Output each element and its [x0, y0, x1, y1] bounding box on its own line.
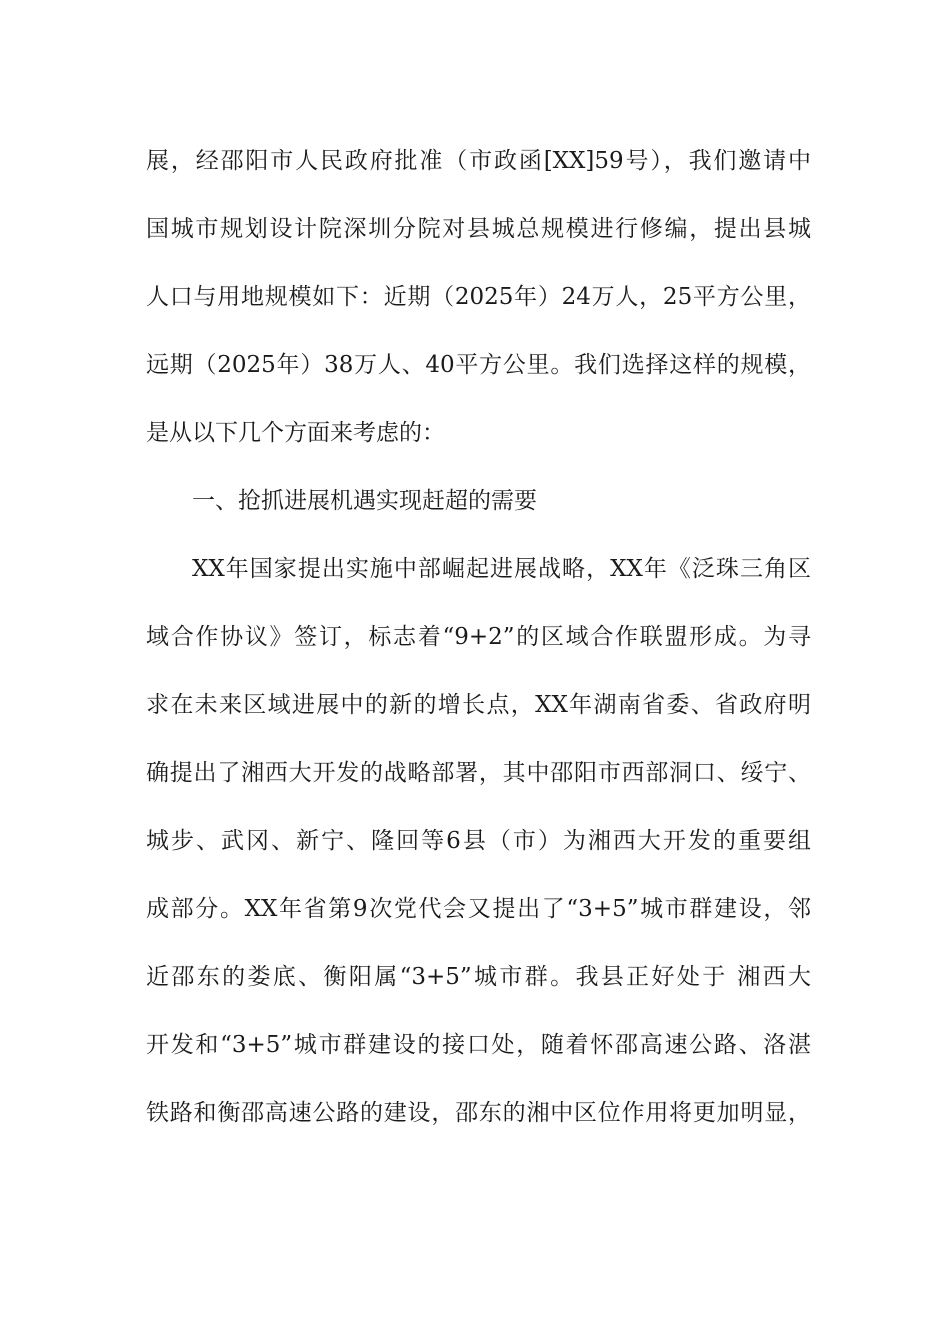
- paragraph-line: 求在未来区域进展中的新的增长点，XX年湖南省委、省政府明: [146, 692, 811, 718]
- paragraph-line: 确提出了湘西大开发的战略部署，其中邵阳市西部洞口、绥宁、: [146, 760, 811, 786]
- section-heading: 一、抢抓进展机遇实现赶超的需要: [192, 488, 537, 514]
- paragraph-line: 国城市规划设计院深圳分院对县城总规模进行修编，提出县城: [146, 216, 811, 242]
- paragraph-line: 展，经邵阳市人民政府批准（市政函[XX]59号），我们邀请中: [146, 148, 811, 174]
- paragraph-line: 域合作协议》签订，标志着“9+2”的区域合作联盟形成。为寻: [146, 624, 811, 650]
- paragraph-line: 铁路和衡邵高速公路的建设，邵东的湘中区位作用将更加明显，: [146, 1100, 811, 1126]
- paragraph-line: 城步、武冈、新宁、隆回等6县（市）为湘西大开发的重要组: [146, 828, 811, 854]
- paragraph-line: XX年国家提出实施中部崛起进展战略，XX年《泛珠三角区: [192, 556, 811, 582]
- paragraph-line: 是从以下几个方面来考虑的：: [146, 420, 445, 446]
- paragraph-line: 人口与用地规模如下：近期（2025年）24万人，25平方公里，: [146, 284, 811, 310]
- document-body: [146, 127, 811, 1147]
- paragraph-line: 远期（2025年）38万人、40平方公里。我们选择这样的规模，: [146, 352, 811, 378]
- paragraph-line: 成部分。XX年省第9次党代会又提出了“3+5”城市群建设，邻: [146, 896, 811, 922]
- paragraph-line: 近邵东的娄底、衡阳属“3+5”城市群。我县正好处于 湘西大: [146, 964, 811, 990]
- paragraph-line: 开发和“3+5”城市群建设的接口处，随着怀邵高速公路、洛湛: [146, 1032, 811, 1058]
